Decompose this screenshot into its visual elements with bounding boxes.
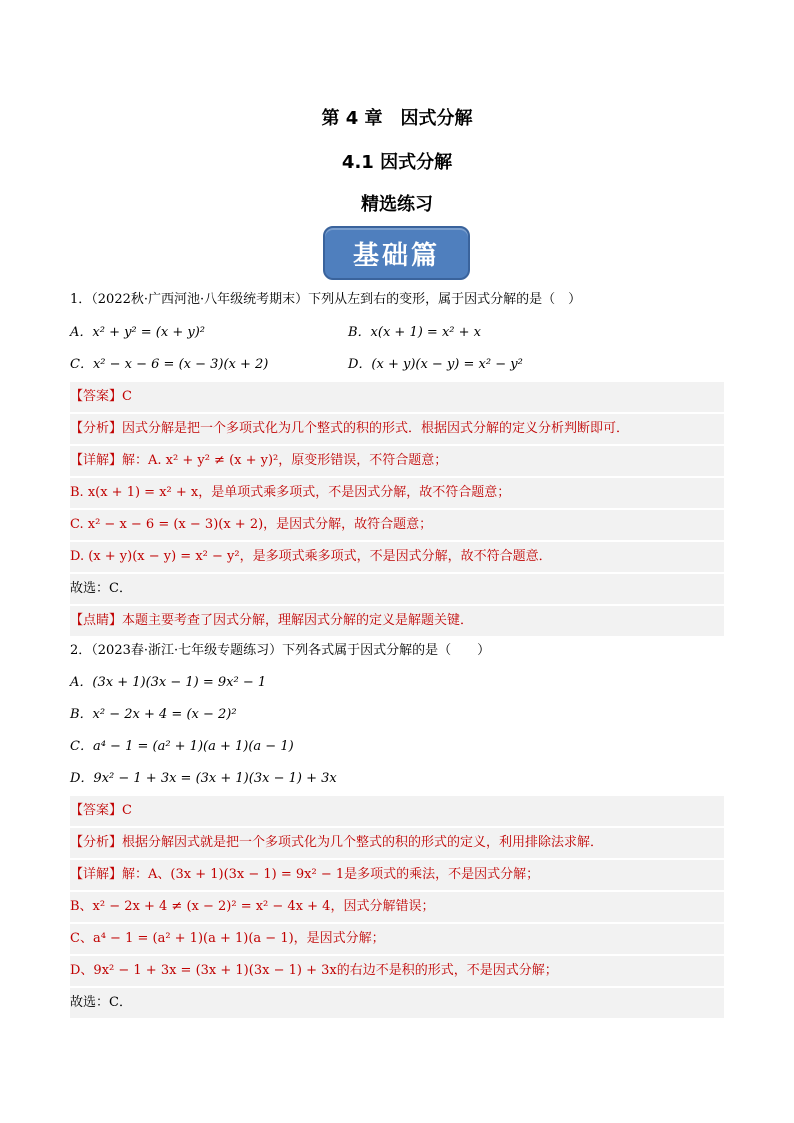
q2-analysis [70,828,724,858]
q2-detail-line-4: D、9x² − 1 + 3x = (3x + 1)(3x − 1) + 3x的右边不是积的形式，不是因式分解； [70,956,724,986]
q2-detail-line-2: B、x² − 2x + 4 ≠ (x − 2)² = x² − 4x + 4，因式分解错误； [70,892,724,922]
q2-answer-tag: 【答案】 [70,803,123,818]
q2-option-d: D．9x² − 1 + 3x = (3x + 1)(3x − 1) + 3x [70,771,337,786]
q1-comment-text: 本题主要考查了因式分解，理解因式分解的定义是解题关键． [122,613,474,628]
q2-option-b: B．x² − 2x + 4 = (x − 2)² [70,707,237,722]
q2-stem: 2．（2023春·浙江·七年级专题练习）下列各式属于因式分解的是（ ） [70,643,491,658]
q1-comment [70,606,724,636]
q2-detail-line-3: C、a⁴ − 1 = (a² + 1)(a + 1)(a − 1)，是因式分解； [70,924,724,954]
q1-detail-line-3: C. x² − x − 6 = (x − 3)(x + 2)，是因式分解，故符合题意； [70,510,724,540]
q1-detail-line-1 [70,446,724,476]
level-badge: 基础篇 [323,226,470,280]
q2-answer-value: C [122,803,132,818]
q1-options-row-1 [70,318,724,348]
q1-stem: 1．（2022秋·广西河池·八年级统考期末）下列从左到右的变形，属于因式分解的是（ ） [70,292,582,307]
q1-detail-line-2: B. x(x + 1) = x² + x，是单项式乘多项式，不是因式分解，故不符合题意； [70,478,724,508]
q1-answer-tag: 【答案】 [70,389,123,404]
q1-options-row-2 [70,350,724,380]
q2-detail-tag: 【详解】 [70,867,123,882]
q2-answer [70,796,724,826]
q1-detail-tag: 【详解】 [70,453,123,468]
q1-analysis-tag: 【分析】 [70,421,123,436]
q1-comment-tag: 【点睛】 [70,613,123,628]
q2-choose: 故选：C． [70,988,724,1018]
q1-choose: 故选：C． [70,574,724,604]
q2-analysis-text: 根据分解因式就是把一个多项式化为几个整式的积的形式的定义，利用排除法求解． [122,835,604,850]
q1-option-b: B．x(x + 1) = x² + x [348,325,481,340]
q1-answer [70,382,724,412]
subtitle: 精选练习 [361,194,433,215]
section-title: 4.1 因式分解 [341,152,453,173]
q2-option-c: C．a⁴ − 1 = (a² + 1)(a + 1)(a − 1) [70,739,294,754]
chapter-title: 第 4 章 因式分解 [321,108,473,129]
q2-detail-line-1 [70,860,724,890]
q1-option-d: D．(x + y)(x − y) = x² − y² [348,357,523,372]
q1-option-a: A．x² + y² = (x + y)² [70,325,205,340]
q1-detail-line-4: D. (x + y)(x − y) = x² − y²，是多项式乘多项式，不是因式分解，故不符合题意． [70,542,724,572]
q1-analysis [70,414,724,444]
q2-analysis-tag: 【分析】 [70,835,123,850]
q1-detail-text-1: 解：A. x² + y² ≠ (x + y)²，原变形错误，不符合题意； [122,453,448,468]
q1-analysis-text: 因式分解是把一个多项式化为几个整式的积的形式．根据因式分解的定义分析判断即可． [122,421,630,436]
q1-answer-value: C [122,389,132,404]
q1-option-c: C．x² − x − 6 = (x − 3)(x + 2) [70,357,269,372]
q2-detail-text-1: 解：A、(3x + 1)(3x − 1) = 9x² − 1是多项式的乘法，不是因式分解； [122,867,540,882]
q2-option-a: A．(3x + 1)(3x − 1) = 9x² − 1 [70,675,267,690]
